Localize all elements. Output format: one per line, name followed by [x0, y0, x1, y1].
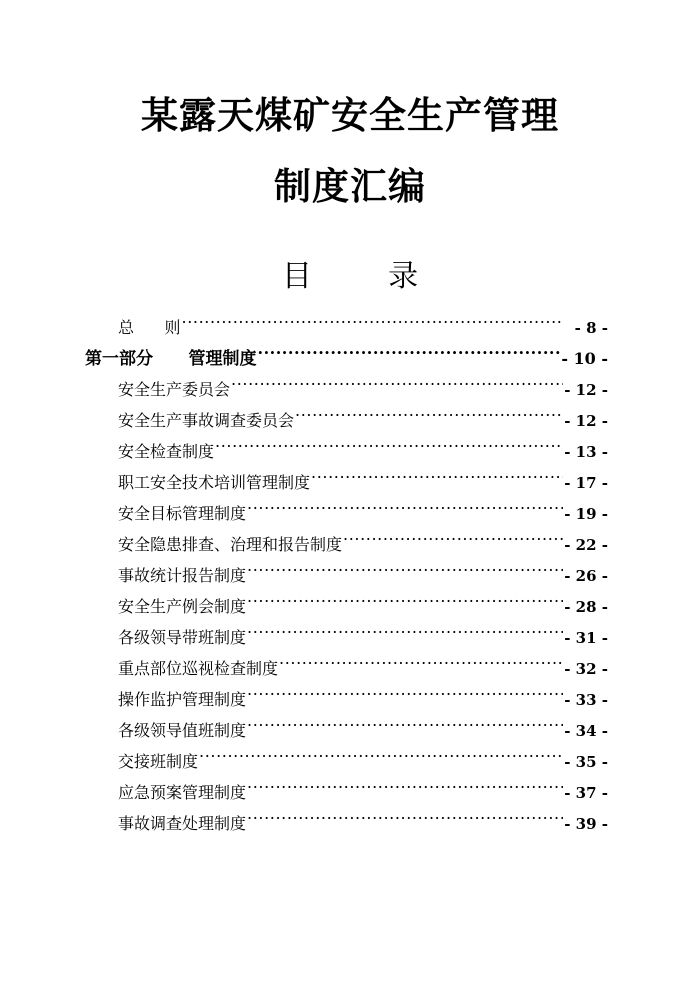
toc-dot-leader	[311, 472, 563, 488]
toc-entry-label: 安全检查制度	[118, 442, 215, 461]
toc-entry-label: 安全隐患排查、治理和报告制度	[118, 535, 343, 554]
toc-entry-page-number: - 12 -	[564, 412, 608, 430]
toc-entry[interactable]	[0, 529, 700, 560]
toc-entry[interactable]	[0, 715, 700, 746]
toc-entry-page-number: - 28 -	[564, 598, 608, 616]
toc-entry[interactable]	[0, 405, 700, 436]
toc-entry-label: 安全生产委员会	[118, 380, 231, 399]
document-title-line-1: 某露天煤矿安全生产管理	[141, 94, 559, 137]
toc-dot-leader	[215, 441, 563, 457]
toc-entry[interactable]	[0, 436, 700, 467]
toc-entry[interactable]	[0, 684, 700, 715]
toc-entry[interactable]	[0, 343, 700, 374]
toc-entry-page-number: - 37 -	[564, 784, 608, 802]
toc-dot-leader	[182, 317, 563, 333]
toc-entry[interactable]	[0, 777, 700, 808]
toc-dot-leader	[247, 565, 563, 581]
toc-entry-page-number: - 32 -	[564, 660, 608, 678]
toc-entry-label: 重点部位巡视检查制度	[118, 659, 279, 678]
toc-dot-leader	[279, 658, 563, 674]
toc-entry-label: 事故调查处理制度	[118, 814, 247, 833]
toc-entry-page-number: - 8 -	[574, 319, 608, 337]
toc-dot-leader	[295, 410, 563, 426]
toc-entry-label: 事故统计报告制度	[118, 566, 247, 585]
toc-entry-page-number: - 22 -	[564, 536, 608, 554]
toc-dot-leader	[247, 596, 563, 612]
toc-dot-leader	[199, 751, 563, 767]
toc-entry-label: 各级领导带班制度	[118, 628, 247, 647]
toc-entry-label: 总 则	[118, 318, 181, 337]
toc-entry[interactable]	[0, 653, 700, 684]
toc-dot-leader	[247, 627, 563, 643]
toc-entry-label: 操作监护管理制度	[118, 690, 247, 709]
toc-entry[interactable]	[0, 560, 700, 591]
toc-entry-label: 交接班制度	[118, 752, 199, 771]
toc-entry-page-number: - 39 -	[564, 815, 608, 833]
toc-dot-leader	[247, 720, 563, 736]
toc-entry-page-number: - 13 -	[564, 443, 608, 461]
toc-entry-page-number: - 35 -	[564, 753, 608, 771]
toc-entry[interactable]	[0, 591, 700, 622]
toc-dot-leader	[247, 782, 563, 798]
table-of-contents-heading: 目 录	[281, 259, 419, 294]
toc-dot-leader	[258, 348, 561, 364]
toc-entry-label: 应急预案管理制度	[118, 783, 247, 802]
toc-dot-leader	[231, 379, 563, 395]
toc-dot-leader	[343, 534, 563, 550]
document-title-line-2: 制度汇编	[274, 165, 426, 208]
toc-entry-page-number: - 26 -	[564, 567, 608, 585]
toc-entry[interactable]	[0, 808, 700, 839]
toc-entry-page-number: - 12 -	[564, 381, 608, 399]
toc-entry-page-number: - 19 -	[564, 505, 608, 523]
toc-entry-label: 职工安全技术培训管理制度	[118, 473, 311, 492]
toc-entry[interactable]	[0, 374, 700, 405]
toc-dot-leader	[247, 503, 563, 519]
toc-entry-label: 安全生产例会制度	[118, 597, 247, 616]
toc-dot-leader	[247, 813, 563, 829]
toc-entry[interactable]	[0, 622, 700, 653]
toc-entry[interactable]	[0, 746, 700, 777]
toc-entry[interactable]	[0, 312, 700, 343]
toc-entry-label: 各级领导值班制度	[118, 721, 247, 740]
toc-entry-label: 第一部分 管理制度	[85, 349, 257, 369]
toc-entry-page-number: - 33 -	[564, 691, 608, 709]
toc-entry-page-number: - 31 -	[564, 629, 608, 647]
toc-entry-page-number: - 34 -	[564, 722, 608, 740]
table-of-contents-list	[0, 312, 700, 839]
toc-entry-label: 安全目标管理制度	[118, 504, 247, 523]
toc-entry[interactable]	[0, 498, 700, 529]
toc-entry-page-number: - 17 -	[564, 474, 608, 492]
toc-entry-label: 安全生产事故调查委员会	[118, 411, 295, 430]
toc-entry-page-number: - 10 -	[561, 349, 608, 368]
toc-entry[interactable]	[0, 467, 700, 498]
toc-dot-leader	[247, 689, 563, 705]
